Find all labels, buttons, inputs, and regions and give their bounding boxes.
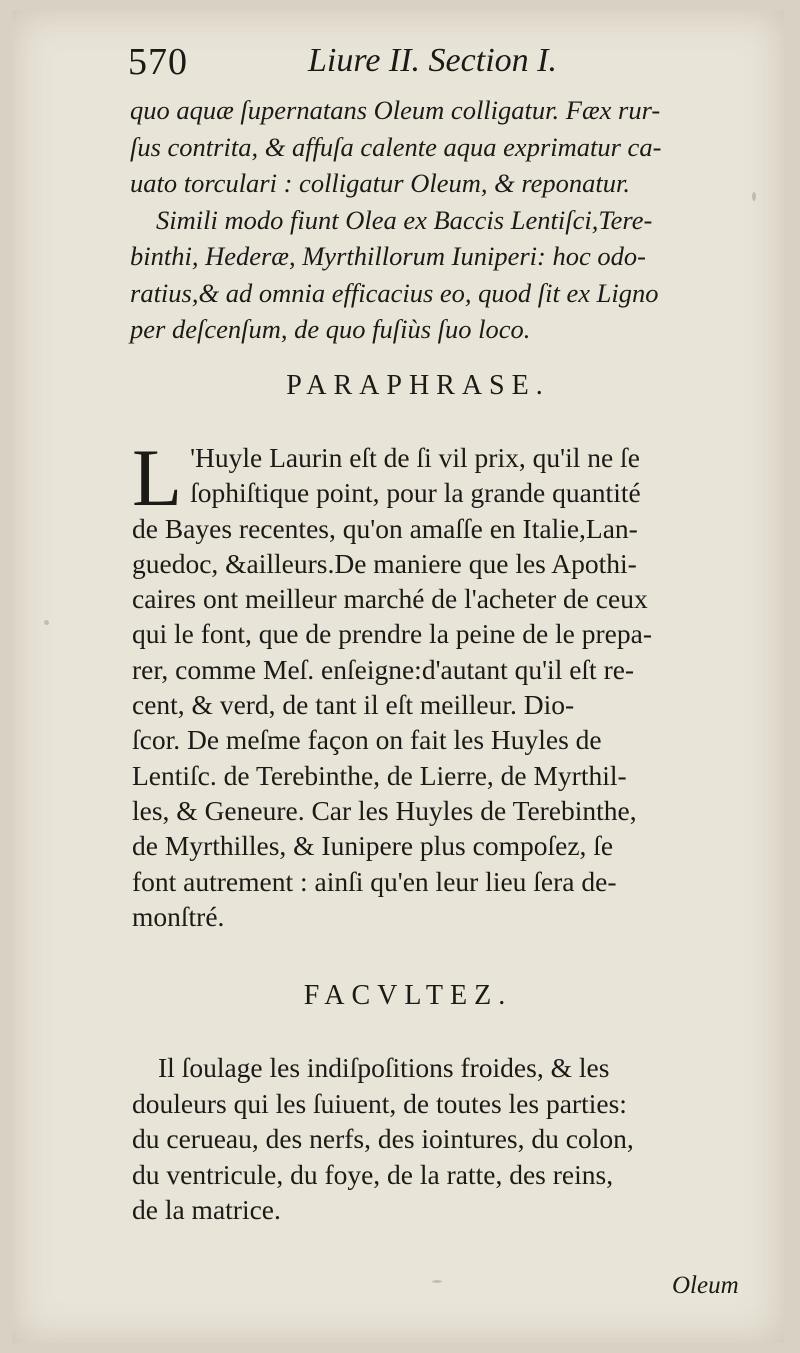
paraphrase-line: font autrement : ainſi qu'en leur lieu ſera de-: [132, 865, 617, 897]
facultez-line: Il ſoulage les indiſpoſitions froides, & les: [158, 1052, 610, 1083]
book-page: [12, 10, 784, 1343]
paraphrase-line: qui le font, que de prendre la peine de le prepa-: [132, 618, 652, 650]
paraphrase-line: monſtré.: [132, 900, 225, 932]
drop-cap: L: [132, 432, 183, 523]
latin-line: per deſcenſum, de quo fuſiùs ſuo loco.: [130, 314, 531, 344]
latin-line: Simili modo fiunt Olea ex Baccis Lentiſci,Tere-: [156, 204, 653, 235]
running-head: Liure II. Section I.: [308, 42, 557, 79]
paraphrase-line: ſophiſtique point, pour la grande quantité: [190, 477, 641, 509]
paraphrase-line: de Myrthilles, & Iunipere plus compoſez, ſe: [132, 830, 614, 862]
latin-line: ratius,& ad omnia efficacius eo, quod ſit ex Ligno: [130, 277, 659, 308]
catchword: Oleum: [672, 1272, 739, 1299]
paper-blemish: [432, 1280, 442, 1283]
paraphrase-line: caires ont meilleur marché de l'acheter de ceux: [132, 583, 648, 615]
latin-line: quo aquæ ſupernatans Oleum colligatur. Fæx rur-: [130, 95, 661, 125]
paraphrase-line: 'Huyle Laurin eſt de ſi vil prix, qu'il ne ſe: [190, 442, 640, 473]
paraphrase-line: les, & Geneure. Car les Huyles de Terebinthe,: [132, 794, 637, 826]
facultez-line: du cerueau, des nerfs, des iointures, du colon,: [132, 1123, 634, 1154]
paraphrase-line: Lentiſc. de Terebinthe, de Lierre, de Myrthil-: [132, 759, 627, 791]
paraphrase-text-block: [132, 432, 767, 934]
paper-blemish: [752, 192, 756, 201]
page-number: 570: [128, 41, 188, 83]
paraphrase-line: rer, comme Meſ. enſeigne:d'autant qu'il eſt re-: [132, 653, 635, 685]
paraphrase-line: ſcor. De meſme façon on fait les Huyles de: [132, 724, 602, 756]
latin-line: uato torculari : colligatur Oleum, & reponatur.: [130, 168, 631, 198]
facultez-line: de la matrice.: [132, 1194, 281, 1225]
paraphrase-line: cent, & verd, de tant il eſt meilleur. Dio-: [132, 689, 575, 721]
facultez-line: du ventricule, du foye, de la ratte, des reins,: [132, 1158, 614, 1190]
page-header: [128, 40, 688, 90]
facultez-line: douleurs qui les ſuiuent, de toutes les parties:: [132, 1087, 627, 1119]
facultez-text-block: [132, 1050, 767, 1228]
facultez-heading: FACVLTEZ.: [303, 980, 513, 1011]
latin-line: binthi, Hederæ, Myrthillorum Iuniperi: hoc odo-: [130, 241, 646, 271]
latin-text-block: [130, 92, 760, 348]
paraphrase-line: de Bayes recentes, qu'on amaſſe en Italie,Lan-: [132, 512, 638, 544]
paper-blemish: [44, 620, 49, 625]
paraphrase-heading: PARAPHRASE.: [286, 370, 550, 401]
paraphrase-line: guedoc, &ailleurs.De maniere que les Apothi-: [132, 547, 637, 579]
latin-line: ſus contrita, & affuſa calente aqua exprimatur ca-: [130, 131, 662, 162]
